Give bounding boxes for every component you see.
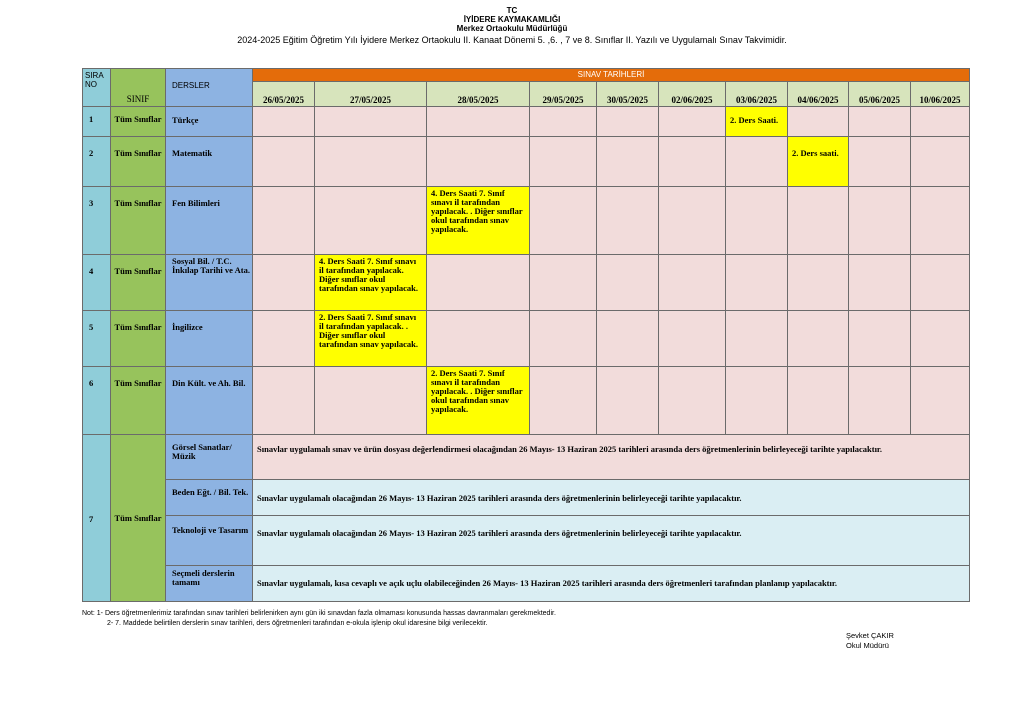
date-header: 27/05/2025 — [315, 82, 427, 107]
table-row — [83, 187, 970, 255]
row-class: Tüm Sınıflar — [111, 435, 166, 602]
row-class: Tüm Sınıflar — [111, 367, 166, 435]
table-row — [83, 480, 970, 516]
table-row — [83, 367, 970, 435]
header-dersler: DERSLER — [166, 69, 253, 107]
row-course: Din Kült. ve Ah. Bil. — [166, 367, 253, 435]
row-number: 4 — [83, 255, 111, 311]
exam-cell: 2. Ders Saati 7. Sınıf sınavı il tarafından yapılacak. . Diğer sınıflar okul tarafından sınav yapılacak. — [315, 311, 427, 367]
row7-description: Sınavlar uygulamalı sınav ve ürün dosyası değerlendirmesi olacağından 26 Mayıs- 13 Haziran 2025 tarihleri arasında ders öğretmenlerinin belirleyeceği tarihte yapılacaktır. — [253, 435, 970, 480]
row-class: Tüm Sınıflar — [111, 255, 166, 311]
row7-description: Sınavlar uygulamalı olacağından 26 Mayıs- 13 Haziran 2025 tarihleri arasında ders öğretmenlerinin belirleyeceği tarihte yapılacaktır. — [253, 480, 970, 516]
exam-cell: 2. Ders Saati 7. Sınıf sınavı il tarafından yapılacak. . Diğer sınıflar okul tarafından sınav yapılacak. — [427, 367, 530, 435]
table-row — [83, 255, 970, 311]
date-header: 30/05/2025 — [597, 82, 659, 107]
date-header: 26/05/2025 — [253, 82, 315, 107]
row-course: Görsel Sanatlar/ Müzik — [166, 435, 253, 480]
signature-name: Şevket ÇAKIR — [846, 631, 894, 640]
table-row — [83, 516, 970, 566]
note-1: Not: 1- Ders öğretmenlerimiz tarafından sınav tarihleri belirlenirken aynı gün iki sınavdan fazla olmaması konusunda hassas davranmaları gerekmektedir. — [82, 610, 556, 617]
exam-cell: 4. Ders Saati 7. Sınıf sınavı il tarafından yapılacak. Diğer sınıflar okul tarafından sınav yapılacak. — [315, 255, 427, 311]
header-sinif: SINIF — [111, 69, 166, 107]
exam-schedule-table — [82, 68, 970, 602]
row-class: Tüm Sınıflar — [111, 137, 166, 187]
row-number: 2 — [83, 137, 111, 187]
doc-header-line2: İYİDERE KAYMAKAMLIĞI — [463, 15, 561, 24]
exam-cell: 2. Ders Saati. — [726, 107, 788, 137]
header-sinav-tarihleri: SINAV TARİHLERİ — [253, 69, 970, 82]
row-course: Sosyal Bil. / T.C. İnkılap Tarihi ve Ata. — [166, 255, 253, 311]
row-course: Seçmeli derslerin tamamı — [166, 566, 253, 602]
table-row — [83, 435, 970, 480]
row7-description: Sınavlar uygulamalı, kısa cevaplı ve açık uçlu olabileceğinden 26 Mayıs- 13 Haziran 2025 tarihleri arasında ders öğretmenleri tarafından planlanıp yapılacaktır. — [253, 566, 970, 602]
row-class: Tüm Sınıflar — [111, 187, 166, 255]
date-header: 28/05/2025 — [427, 82, 530, 107]
table-row — [83, 311, 970, 367]
notes — [82, 609, 556, 629]
signature-block — [846, 631, 894, 651]
row-course: İngilizce — [166, 311, 253, 367]
exam-cell: 4. Ders Saati 7. Sınıf sınavı il tarafından yapılacak. . Diğer sınıflar okul tarafından sınav yapılacak. — [427, 187, 530, 255]
signature-title: Okul Müdürü — [846, 641, 889, 650]
row-course: Fen Bilimleri — [166, 187, 253, 255]
row-course: Matematik — [166, 137, 253, 187]
date-header: 02/06/2025 — [659, 82, 726, 107]
date-header: 10/06/2025 — [911, 82, 970, 107]
table-row — [83, 566, 970, 602]
row7-description: Sınavlar uygulamalı olacağından 26 Mayıs- 13 Haziran 2025 tarihleri arasında ders öğretmenlerinin belirleyeceği tarihte yapılacaktır. — [253, 516, 970, 566]
date-header: 05/06/2025 — [849, 82, 911, 107]
row-number: 7 — [83, 435, 111, 602]
row-class: Tüm Sınıflar — [111, 107, 166, 137]
header-sira-no: SIRA NO — [83, 69, 111, 107]
row-course: Türkçe — [166, 107, 253, 137]
table-row — [83, 137, 970, 187]
table-row — [83, 107, 970, 137]
row-number: 3 — [83, 187, 111, 255]
date-header: 03/06/2025 — [726, 82, 788, 107]
date-header: 29/05/2025 — [530, 82, 597, 107]
date-header: 04/06/2025 — [788, 82, 849, 107]
row-course: Beden Eğt. / Bil. Tek. — [166, 480, 253, 516]
row-number: 6 — [83, 367, 111, 435]
row-number: 5 — [83, 311, 111, 367]
doc-header-line3: Merkez Ortaokulu Müdürlüğü — [456, 24, 568, 33]
exam-cell: 2. Ders saati. — [788, 137, 849, 187]
doc-header-line4: 2024-2025 Eğitim Öğretim Yılı İyidere Merkez Ortaokulu II. Kanaat Dönemi 5. ,6. , 7 ve 8. Sınıflar II. Yazılı ve Uygulamalı Sınav Takvimidir. — [237, 35, 787, 45]
row-number: 1 — [83, 107, 111, 137]
row-course: Teknoloji ve Tasarım — [166, 516, 253, 566]
note-2: 2- 7. Maddede belirtilen derslerin sınav tarihleri, ders öğretmenleri tarafından e-okula işlenip okul idaresine bilgi verilecektir. — [107, 620, 488, 627]
doc-header-line1: TC — [506, 6, 518, 15]
row-class: Tüm Sınıflar — [111, 311, 166, 367]
